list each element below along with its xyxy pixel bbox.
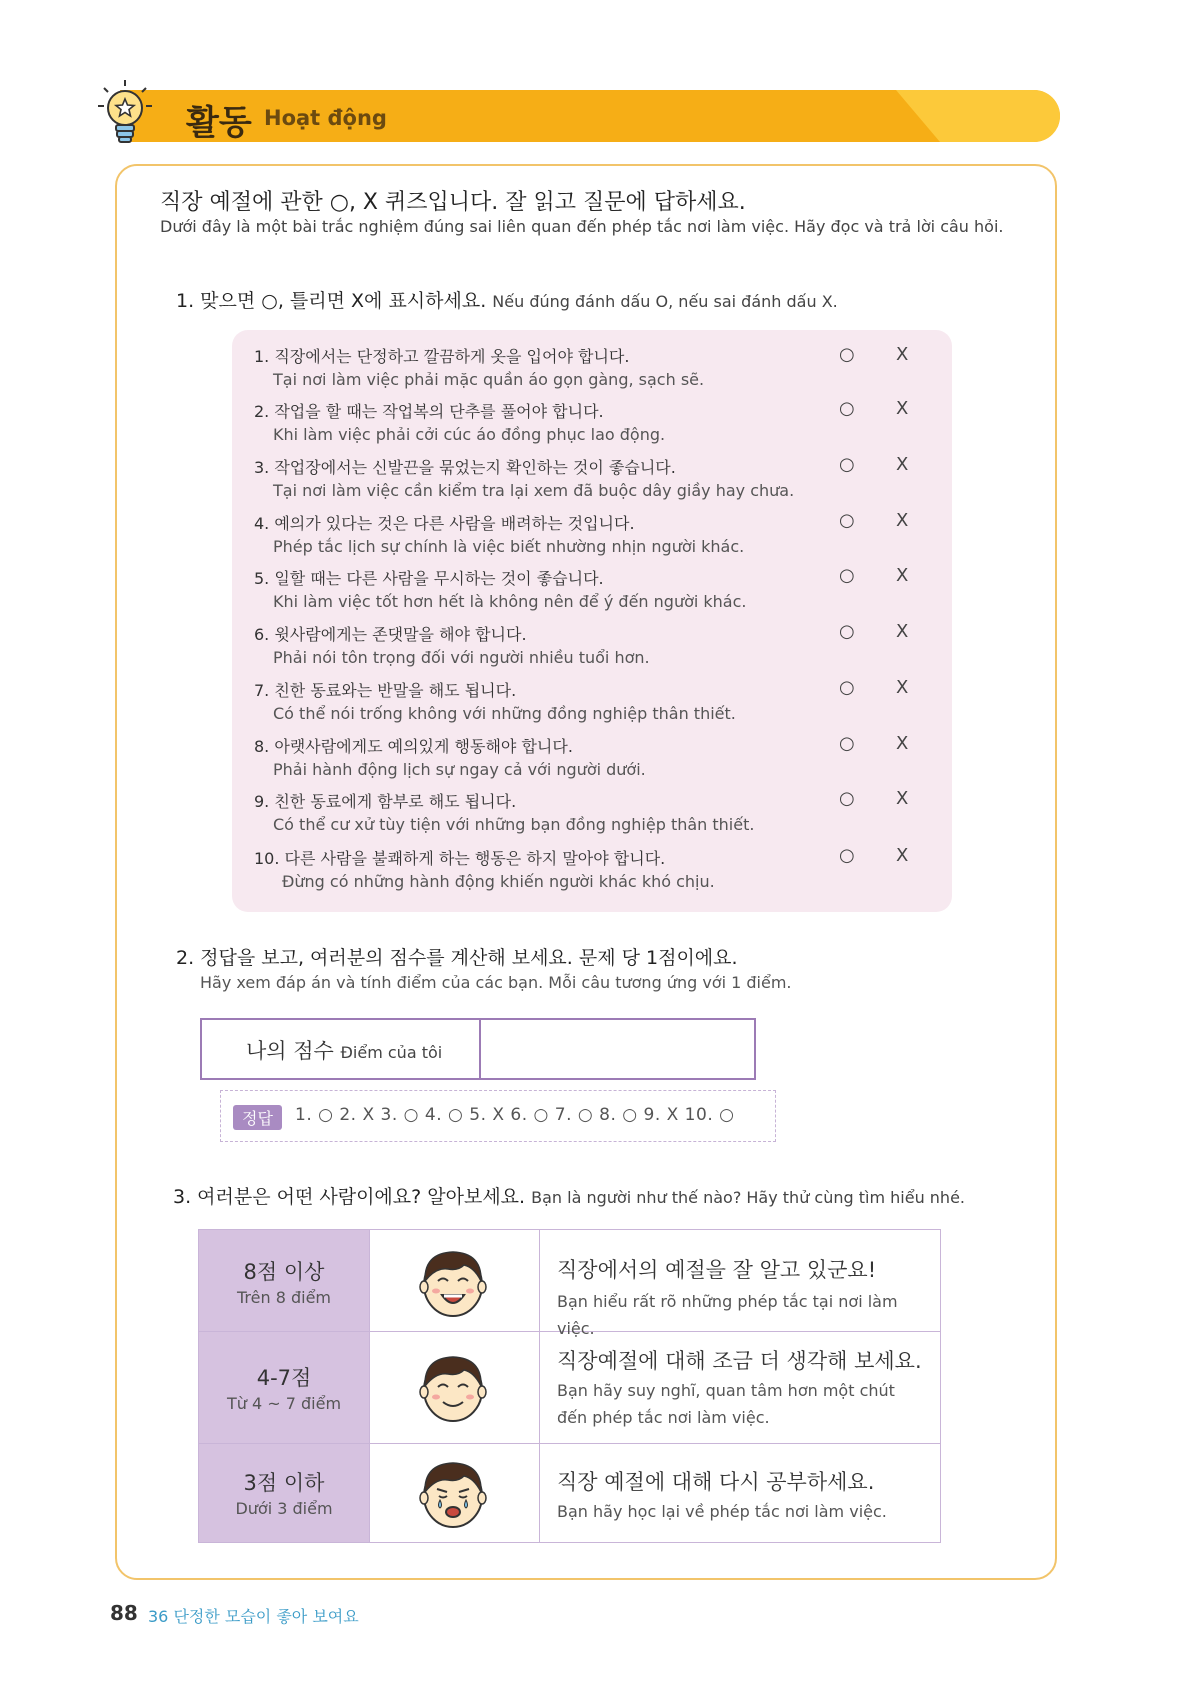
quiz-item-vietnamese: Phép tắc lịch sự chính là việc biết nhường nhịn người khác. bbox=[273, 537, 745, 556]
mark-o-option[interactable]: ○ bbox=[839, 733, 855, 754]
quiz-item-vietnamese: Phải hành động lịch sự ngay cả với người dưới. bbox=[273, 760, 646, 779]
mark-o-option[interactable]: ○ bbox=[839, 788, 855, 809]
quiz-item-korean: 10. 다른 사람을 불쾌하게 하는 행동은 하지 말아야 합니다. bbox=[254, 849, 666, 868]
result-score-cell bbox=[199, 1230, 370, 1331]
result-score-korean: 3점 이하 bbox=[243, 1471, 325, 1495]
quiz-item bbox=[254, 566, 814, 611]
result-message-vietnamese: Bạn hãy học lại về phép tắc nơi làm việc. bbox=[557, 1502, 887, 1521]
mark-x-option[interactable]: X bbox=[896, 621, 909, 642]
quiz-item bbox=[254, 344, 814, 389]
lightbulb-star-icon bbox=[96, 78, 154, 148]
mark-x-option[interactable]: X bbox=[896, 398, 909, 419]
quiz-item-vietnamese: Tại nơi làm việc phải mặc quần áo gọn gàng, sạch sẽ. bbox=[273, 370, 705, 389]
mark-o-option[interactable]: ○ bbox=[839, 621, 855, 642]
question-3-korean: 3. 여러분은 어떤 사람이에요? 알아보세요. bbox=[173, 1186, 526, 1208]
quiz-item bbox=[254, 789, 814, 834]
result-message bbox=[557, 1444, 927, 1525]
mark-x-option[interactable]: X bbox=[896, 677, 909, 698]
score-divider bbox=[479, 1020, 481, 1078]
quiz-box bbox=[232, 330, 952, 912]
quiz-item-korean: 5. 일할 때는 다른 사람을 무시하는 것이 좋습니다. bbox=[254, 569, 604, 588]
result-message-korean: 직장 예절에 대해 다시 공부하세요. bbox=[557, 1470, 875, 1494]
quiz-item bbox=[254, 622, 814, 667]
quiz-item-korean: 3. 작업장에서는 신발끈을 묶었는지 확인하는 것이 좋습니다. bbox=[254, 458, 676, 477]
question-2-heading: 2. 정답을 보고, 여러분의 점수를 계산해 보세요. 문제 당 1점이에요. bbox=[176, 947, 738, 969]
result-message-vietnamese: Bạn hãy suy nghĩ, quan tâm hơn một chút đến phép tắc nơi làm việc. bbox=[557, 1381, 895, 1427]
question-3-heading bbox=[173, 1182, 965, 1209]
result-message-korean: 직장에서의 예절을 잘 알고 있군요! bbox=[557, 1258, 877, 1282]
quiz-item bbox=[254, 678, 814, 723]
quiz-item-korean: 1. 직장에서는 단정하고 깔끔하게 옷을 입어야 합니다. bbox=[254, 347, 630, 366]
score-label-korean: 나의 점수 bbox=[246, 1039, 334, 1063]
quiz-item-korean: 7. 친한 동료와는 반말을 해도 됩니다. bbox=[254, 681, 517, 700]
mark-o-option[interactable]: ○ bbox=[839, 677, 855, 698]
mark-x-option[interactable]: X bbox=[896, 733, 909, 754]
quiz-item-korean: 8. 아랫사람에게도 예의있게 행동해야 합니다. bbox=[254, 737, 573, 756]
score-label bbox=[246, 1035, 442, 1065]
section-subtitle: Hoạt động bbox=[264, 106, 387, 130]
question-1-heading bbox=[176, 286, 838, 313]
quiz-item-vietnamese: Đừng có những hành động khiến người khác khó chịu. bbox=[282, 872, 715, 891]
laughing-face-icon bbox=[370, 1230, 540, 1331]
quiz-item-korean: 6. 윗사람에게는 존댓말을 해야 합니다. bbox=[254, 625, 527, 644]
result-row bbox=[199, 1332, 940, 1444]
quiz-item bbox=[254, 734, 814, 779]
quiz-item bbox=[254, 455, 814, 500]
result-score-korean: 8점 이상 bbox=[243, 1260, 325, 1284]
quiz-item-vietnamese: Khi làm việc tốt hơn hết là không nên để ý đến người khác. bbox=[273, 592, 747, 611]
intro-korean: 직장 예절에 관한 ○, X 퀴즈입니다. 잘 읽고 질문에 답하세요. bbox=[160, 190, 746, 215]
mark-o-option[interactable]: ○ bbox=[839, 510, 855, 531]
mark-x-option[interactable]: X bbox=[896, 454, 909, 475]
result-row bbox=[199, 1444, 940, 1542]
mark-x-option[interactable]: X bbox=[896, 845, 909, 866]
question-1-vietnamese: Nếu đúng đánh dấu O, nếu sai đánh dấu X. bbox=[492, 292, 838, 311]
chapter-title: 36 단정한 모습이 좋아 보여요 bbox=[148, 1607, 359, 1626]
section-banner bbox=[120, 90, 1060, 142]
mark-x-option[interactable]: X bbox=[896, 510, 909, 531]
mark-x-option[interactable]: X bbox=[896, 344, 909, 365]
result-message bbox=[557, 1332, 927, 1431]
mark-x-option[interactable]: X bbox=[896, 565, 909, 586]
result-table bbox=[198, 1229, 941, 1543]
answer-badge: 정답 bbox=[233, 1105, 282, 1130]
question-2-vietnamese: Hãy xem đáp án và tính điểm của các bạn. Mỗi câu tương ứng với 1 điểm. bbox=[200, 973, 792, 992]
result-message bbox=[557, 1230, 927, 1342]
score-label-vietnamese: Điểm của tôi bbox=[340, 1043, 443, 1062]
quiz-item bbox=[254, 399, 814, 444]
quiz-item-vietnamese: Có thể nói trống không với những đồng nghiệp thân thiết. bbox=[273, 704, 736, 723]
result-message-vietnamese: Bạn hiểu rất rõ những phép tắc tại nơi làm việc. bbox=[557, 1292, 898, 1338]
result-score-vietnamese: Dưới 3 điểm bbox=[235, 1499, 333, 1518]
question-3-vietnamese: Bạn là người như thế nào? Hãy thử cùng tìm hiểu nhé. bbox=[531, 1188, 965, 1207]
result-score-vietnamese: Trên 8 điểm bbox=[236, 1288, 331, 1307]
page-number: 88 bbox=[110, 1601, 138, 1625]
quiz-item bbox=[254, 846, 814, 891]
answer-key: 1. ○ 2. X 3. ○ 4. ○ 5. X 6. ○ 7. ○ 8. ○ 9. X 10. ○ bbox=[295, 1105, 735, 1125]
mark-o-option[interactable]: ○ bbox=[839, 454, 855, 475]
crying-face-icon bbox=[370, 1444, 540, 1542]
quiz-item-vietnamese: Phải nói tôn trọng đối với người nhiều tuổi hơn. bbox=[273, 648, 650, 667]
question-1-korean: 1. 맞으면 ○, 틀리면 X에 표시하세요. bbox=[176, 290, 487, 312]
result-score-cell bbox=[199, 1444, 370, 1542]
section-title: 활동 bbox=[186, 103, 252, 143]
quiz-item-vietnamese: Tại nơi làm việc cần kiểm tra lại xem đã buộc dây giầy hay chưa. bbox=[273, 481, 795, 500]
quiz-item bbox=[254, 511, 814, 556]
smiling-face-icon bbox=[370, 1332, 540, 1443]
result-message-korean: 직장예절에 대해 조금 더 생각해 보세요. bbox=[557, 1349, 922, 1373]
answer-key-box bbox=[220, 1090, 776, 1142]
mark-o-option[interactable]: ○ bbox=[839, 398, 855, 419]
mark-x-option[interactable]: X bbox=[896, 788, 909, 809]
mark-o-option[interactable]: ○ bbox=[839, 344, 855, 365]
result-score-korean: 4-7점 bbox=[256, 1366, 312, 1390]
quiz-item-korean: 2. 작업을 할 때는 작업복의 단추를 풀어야 합니다. bbox=[254, 402, 604, 421]
result-score-cell bbox=[199, 1332, 370, 1443]
mark-o-option[interactable]: ○ bbox=[839, 845, 855, 866]
score-box bbox=[200, 1018, 756, 1080]
quiz-item-vietnamese: Có thể cư xử tùy tiện với những bạn đồng nghiệp thân thiết. bbox=[273, 815, 755, 834]
banner-bar bbox=[120, 90, 1060, 142]
quiz-item-korean: 9. 친한 동료에게 함부로 해도 됩니다. bbox=[254, 792, 517, 811]
score-input[interactable] bbox=[484, 1020, 752, 1078]
quiz-item-korean: 4. 예의가 있다는 것은 다른 사람을 배려하는 것입니다. bbox=[254, 514, 635, 533]
intro-vietnamese: Dưới đây là một bài trắc nghiệm đúng sai liên quan đến phép tắc nơi làm việc. Hãy đọc và trả lời câu hỏi. bbox=[160, 217, 1004, 236]
result-row bbox=[199, 1230, 940, 1338]
quiz-item-vietnamese: Khi làm việc phải cởi cúc áo đồng phục lao động. bbox=[273, 425, 666, 444]
result-score-vietnamese: Từ 4 ~ 7 điểm bbox=[226, 1394, 342, 1413]
mark-o-option[interactable]: ○ bbox=[839, 565, 855, 586]
